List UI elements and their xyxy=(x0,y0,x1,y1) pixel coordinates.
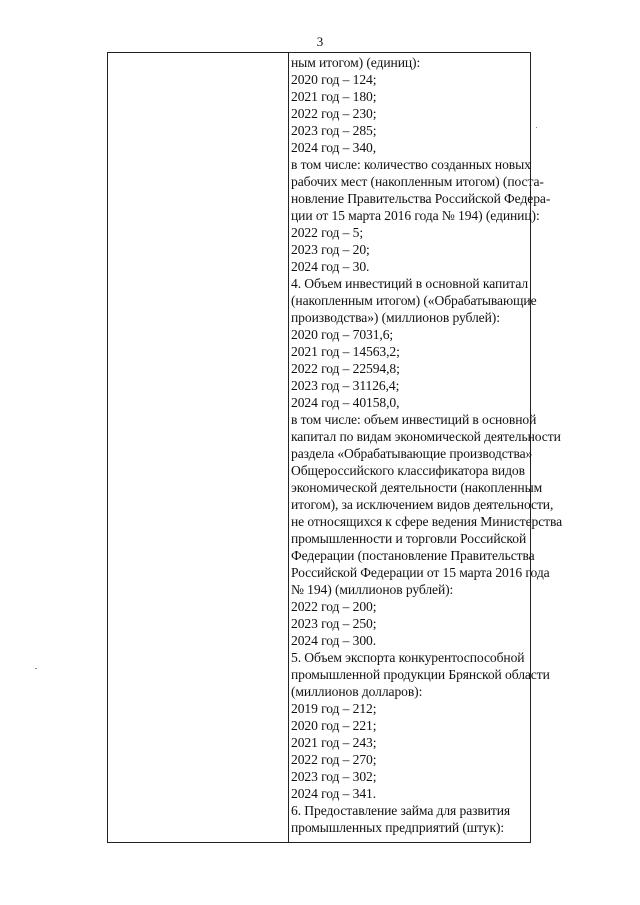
text-line: 2023 год – 285; xyxy=(291,123,377,138)
text-line: 2023 год – 20; xyxy=(291,242,370,257)
document-table xyxy=(107,52,563,843)
text-line: 2024 год – 341. xyxy=(291,786,377,801)
text-line: рабочих мест (накопленным итогом) (поста- xyxy=(291,174,544,189)
text-line: Общероссийского классификатора видов xyxy=(291,463,525,478)
text-line: производства») (миллионов рублей): xyxy=(291,310,500,325)
text-line: раздела «Обрабатывающие производства» xyxy=(291,446,533,461)
text-line: 2024 год – 40158,0, xyxy=(291,395,400,410)
text-line: 2022 год – 230; xyxy=(291,106,377,121)
text-line: 2020 год – 7031,6; xyxy=(291,327,394,342)
text-line: ции от 15 марта 2016 года № 194) (единиц): xyxy=(291,208,540,223)
text-line: промышленности и торговли Российской xyxy=(291,531,527,546)
text-line: 2022 год – 200; xyxy=(291,599,377,614)
text-line: Российской Федерации от 15 марта 2016 года xyxy=(291,565,550,580)
text-line: промышленных предприятий (штук): xyxy=(291,820,505,835)
text-line: экономической деятельности (накопленным xyxy=(291,480,543,495)
text-line: ным итогом) (единиц): xyxy=(291,55,421,70)
text-line: не относящихся к сфере ведения Министерства xyxy=(291,514,563,529)
scan-speck xyxy=(536,127,537,128)
text-line: 2023 год – 250; xyxy=(291,616,377,631)
text-line: капитал по видам экономической деятельности xyxy=(291,429,561,444)
text-line: 2023 год – 302; xyxy=(291,769,377,784)
text-line: 2022 год – 22594,8; xyxy=(291,361,400,376)
text-line: 2019 год – 212; xyxy=(291,701,377,716)
text-line: Федерации (постановление Правительства xyxy=(291,548,535,563)
text-line: 2024 год – 340, xyxy=(291,140,377,155)
text-line: (миллионов долларов): xyxy=(291,684,423,699)
text-line: 2022 год – 270; xyxy=(291,752,377,767)
left-cell xyxy=(108,53,288,842)
column-divider xyxy=(288,53,289,842)
text-line: № 194) (миллионов рублей): xyxy=(291,582,454,597)
right-cell xyxy=(291,54,563,836)
text-line: промышленной продукции Брянской области xyxy=(291,667,550,682)
text-line: 6. Предоставление займа для развития xyxy=(291,803,511,818)
text-line: 2020 год – 221; xyxy=(291,718,377,733)
text-line: в том числе: количество созданных новых xyxy=(291,157,531,172)
text-line: 2021 год – 243; xyxy=(291,735,377,750)
text-line: в том числе: объем инвестиций в основной xyxy=(291,412,537,427)
page-number: 3 xyxy=(316,34,324,49)
text-line: 4. Объем инвестиций в основной капитал xyxy=(291,276,529,291)
text-line: 2022 год – 5; xyxy=(291,225,364,240)
text-line: 2024 год – 30. xyxy=(291,259,370,274)
text-line: 2023 год – 31126,4; xyxy=(291,378,400,393)
text-line: итогом), за исключением видов деятельности, xyxy=(291,497,554,512)
text-line: 2021 год – 180; xyxy=(291,89,377,104)
text-line: 2024 год – 300. xyxy=(291,633,377,648)
text-line: новление Правительства Российской Федера- xyxy=(291,191,551,206)
text-line: 5. Объем экспорта конкурентоспособной xyxy=(291,650,525,665)
text-line: (накопленным итогом) («Обрабатывающие xyxy=(291,293,537,308)
text-line: 2020 год – 124; xyxy=(291,72,377,87)
scan-speck xyxy=(35,668,37,669)
text-line: 2021 год – 14563,2; xyxy=(291,344,400,359)
